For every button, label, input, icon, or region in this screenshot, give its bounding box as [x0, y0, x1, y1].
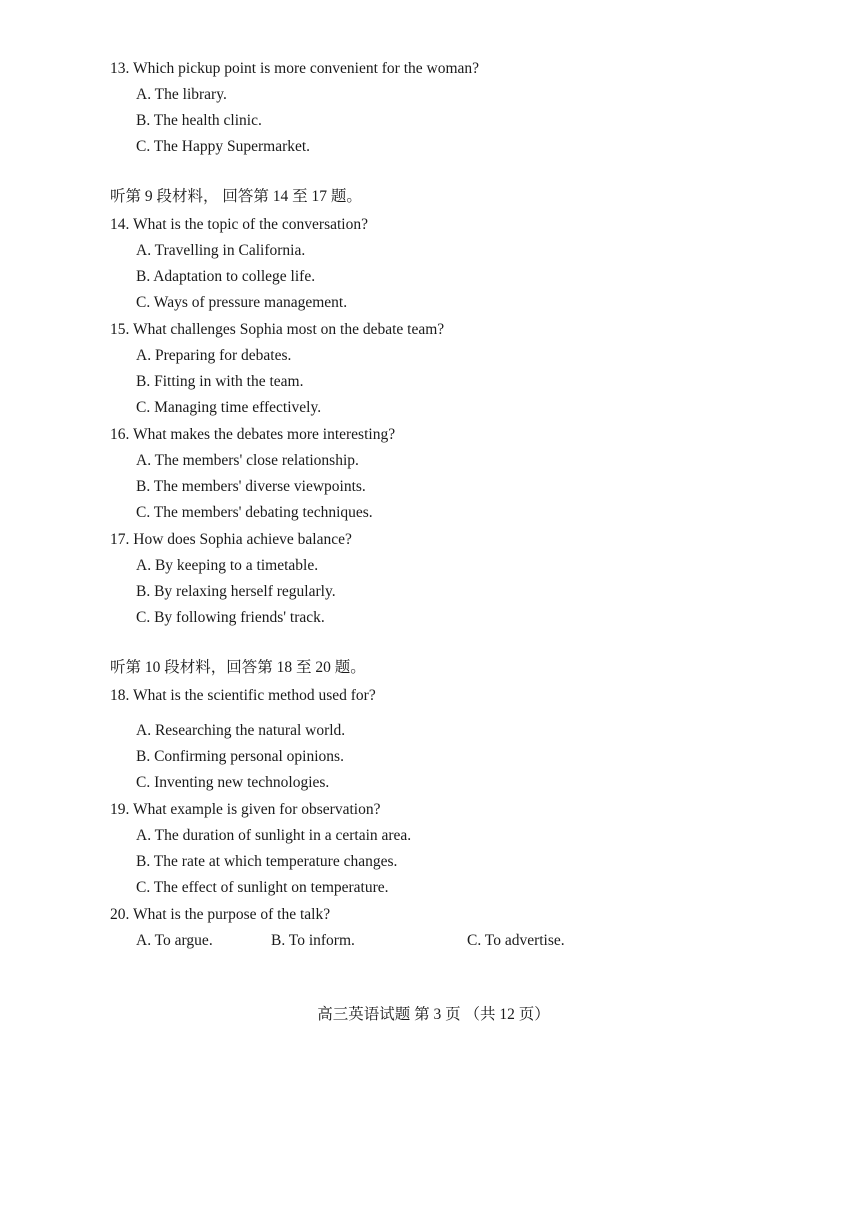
option-15-b: B. Fitting in with the team.: [136, 373, 304, 390]
question-13: 13. Which pickup point is more convenient for the woman?: [110, 60, 480, 77]
option-17-a: A. By keeping to a timetable.: [136, 557, 319, 574]
page-footer: 高三英语试题 第 3 页 （共 12 页）: [317, 1006, 550, 1023]
option-13-c: C. The Happy Supermarket.: [136, 138, 311, 155]
section-heading-9: 听第 9 段材料， 回答第 14 至 17 题。: [110, 188, 362, 205]
option-19-c: C. The effect of sunlight on temperature.: [136, 879, 389, 896]
option-18-c: C. Inventing new technologies.: [136, 774, 330, 791]
option-19-b: B. The rate at which temperature changes.: [136, 853, 398, 870]
option-20-b: B. To inform.: [271, 932, 355, 949]
option-20-a: A. To argue.: [136, 932, 213, 949]
option-14-a: A. Travelling in California.: [136, 242, 306, 259]
option-13-a: A. The library.: [136, 86, 227, 103]
question-16: 16. What makes the debates more interesting?: [110, 426, 396, 443]
question-20: 20. What is the purpose of the talk?: [110, 906, 331, 923]
question-15: 15. What challenges Sophia most on the debate team?: [110, 321, 445, 338]
question-18: 18. What is the scientific method used for?: [110, 687, 376, 704]
option-19-a: A. The duration of sunlight in a certain area.: [136, 827, 412, 844]
option-18-a: A. Researching the natural world.: [136, 722, 346, 739]
option-16-a: A. The members' close relationship.: [136, 452, 359, 469]
option-18-b: B. Confirming personal opinions.: [136, 748, 344, 765]
option-17-c: C. By following friends' track.: [136, 609, 325, 626]
option-16-b: B. The members' diverse viewpoints.: [136, 478, 366, 495]
option-13-b: B. The health clinic.: [136, 112, 262, 129]
option-16-c: C. The members' debating techniques.: [136, 504, 373, 521]
option-20-c: C. To advertise.: [467, 932, 565, 949]
option-15-a: A. Preparing for debates.: [136, 347, 292, 364]
section-heading-10: 听第 10 段材料，回答第 18 至 20 题。: [110, 659, 366, 676]
question-14: 14. What is the topic of the conversation?: [110, 216, 368, 233]
option-14-b: B. Adaptation to college life.: [136, 268, 316, 285]
question-17: 17. How does Sophia achieve balance?: [110, 531, 352, 548]
option-17-b: B. By relaxing herself regularly.: [136, 583, 336, 600]
question-19: 19. What example is given for observation?: [110, 801, 381, 818]
option-15-c: C. Managing time effectively.: [136, 399, 322, 416]
option-14-c: C. Ways of pressure management.: [136, 294, 348, 311]
